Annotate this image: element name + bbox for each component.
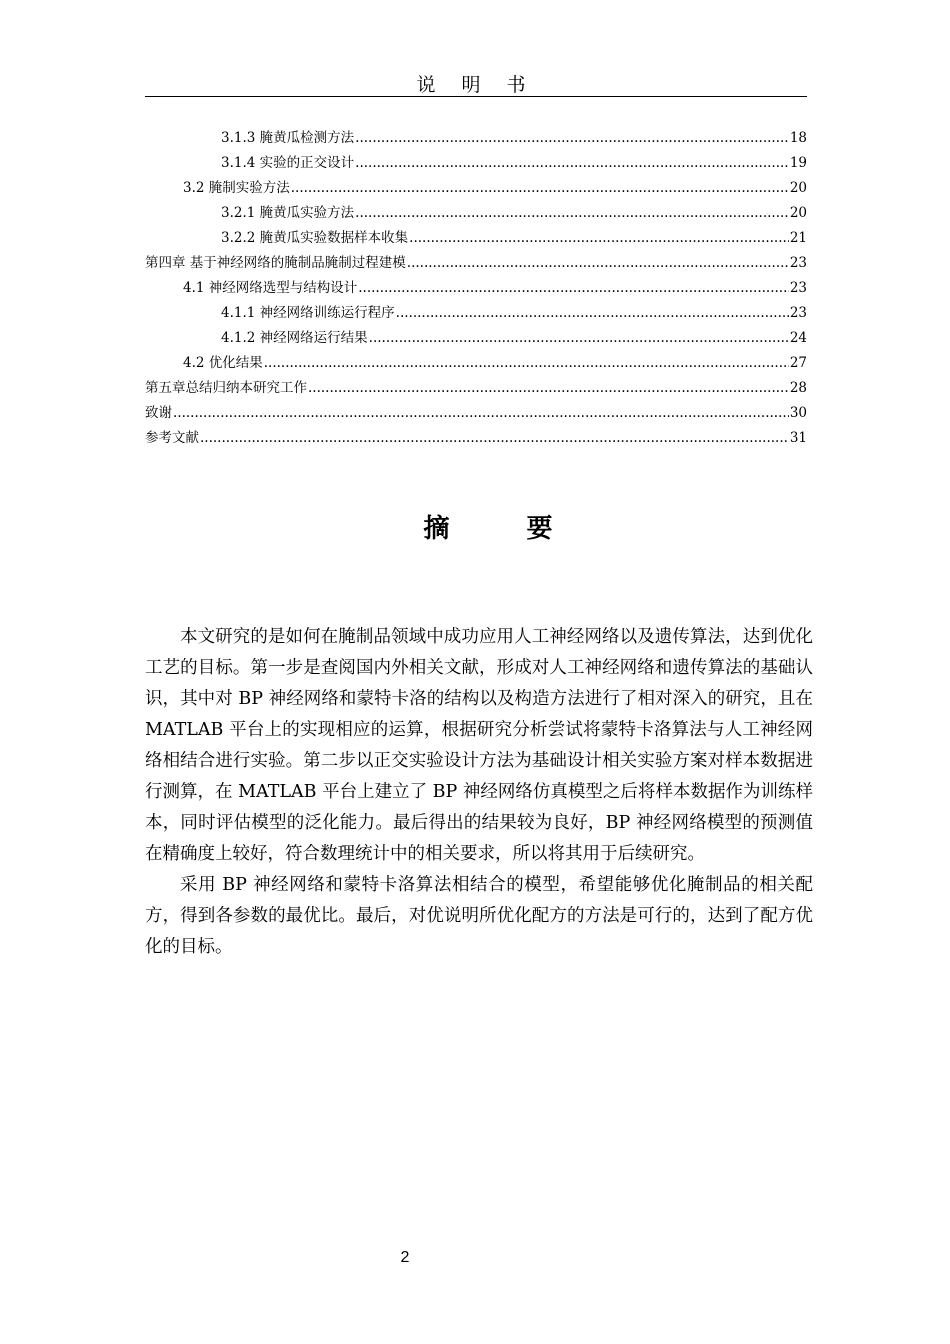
toc-entry-page: 30 <box>789 405 807 421</box>
toc-entry-label: 参考文献 <box>145 430 199 446</box>
toc-entry[interactable] <box>145 351 807 376</box>
toc-entry[interactable] <box>145 226 807 251</box>
toc-entry-page: 23 <box>789 280 807 296</box>
abstract-body <box>145 622 813 963</box>
abstract-paragraph: 本文研究的是如何在腌制品领域中成功应用人工神经网络以及遗传算法，达到优化工艺的目标。第一步是查阅国内外相关文献，形成对人工神经网络和遗传算法的基础认识，其中对 BP 神经网络和蒙特卡洛的结构以及构造方法进行了相对深入的研究，且在 MATLAB 平台上的实现相应的运算，根据研究分析尝试将蒙特卡洛算法与人工神经网络相结合进行实验。第二步以正交实验设计方法为基础设计相关实验方案对样本数据进行测算，在 MATLAB 平台上建立了 BP 神经网络仿真模型之后将样本数据作为训练样本，同时评估模型的泛化能力。最后得出的结果较为良好，BP 神经网络模型的预测值在精确度上较好，符合数理统计中的相关要求，所以将其用于后续研究。 <box>145 627 813 864</box>
toc-entry[interactable] <box>145 326 807 351</box>
toc-entry-label: 3.2 腌制实验方法 <box>183 180 290 196</box>
page-number: 2 <box>400 1249 410 1266</box>
toc-entry-page: 23 <box>789 305 807 321</box>
toc-entry[interactable] <box>145 151 807 176</box>
header-divider <box>145 96 807 97</box>
toc-leader-dots <box>264 351 789 376</box>
toc-entry-page: 28 <box>789 380 807 396</box>
toc-entry-page: 20 <box>789 180 807 196</box>
toc-entry-label: 4.1.1 神经网络训练运行程序 <box>221 305 395 321</box>
toc-entry-page: 20 <box>789 205 807 221</box>
toc-entry-page: 31 <box>789 430 807 446</box>
abstract-paragraph: 采用 BP 神经网络和蒙特卡洛算法相结合的模型，希望能够优化腌制品的相关配方，得到各参数的最优比。最后，对优说明所优化配方的方法是可行的，达到了配方优化的目标。 <box>145 875 813 957</box>
toc-leader-dots <box>200 426 789 451</box>
toc-entry-label: 3.1.4 实验的正交设计 <box>221 155 355 171</box>
toc-leader-dots <box>355 151 789 176</box>
toc-entry-page: 23 <box>789 255 807 271</box>
toc-entry-label: 4.1.2 神经网络运行结果 <box>221 330 368 346</box>
toc-leader-dots <box>407 251 789 276</box>
toc-entry[interactable] <box>145 126 807 151</box>
toc-leader-dots <box>308 376 789 401</box>
toc-entry-label: 4.1 神经网络选型与结构设计 <box>183 280 358 296</box>
toc-entry-label: 4.2 优化结果 <box>183 355 263 371</box>
toc-entry[interactable] <box>145 376 807 401</box>
page-header-title: 说 明 书 <box>416 74 536 96</box>
toc-entry[interactable] <box>145 276 807 301</box>
toc-entry[interactable] <box>145 426 807 451</box>
toc-entry-label: 3.1.3 腌黄瓜检测方法 <box>221 130 355 146</box>
toc-entry[interactable] <box>145 251 807 276</box>
toc-leader-dots <box>355 126 789 151</box>
toc-entry-page: 24 <box>789 330 807 346</box>
toc-entry-label: 致谢 <box>145 405 172 421</box>
toc-entry-page: 19 <box>789 155 807 171</box>
toc-entry-label: 3.2.2 腌黄瓜实验数据样本收集 <box>221 230 409 246</box>
toc-leader-dots <box>369 326 789 351</box>
toc-entry[interactable] <box>145 201 807 226</box>
table-of-contents <box>145 126 807 451</box>
toc-leader-dots <box>409 226 789 251</box>
toc-leader-dots <box>173 401 789 426</box>
toc-entry[interactable] <box>145 401 807 426</box>
toc-entry[interactable] <box>145 176 807 201</box>
toc-entry-page: 27 <box>789 355 807 371</box>
toc-entry-label: 3.2.1 腌黄瓜实验方法 <box>221 205 355 221</box>
toc-leader-dots <box>396 301 789 326</box>
toc-entry[interactable] <box>145 301 807 326</box>
toc-entry-label: 第五章总结归纳本研究工作 <box>145 380 307 396</box>
toc-entry-page: 21 <box>789 230 807 246</box>
toc-entry-page: 18 <box>789 130 807 146</box>
abstract-title: 摘 要 <box>423 514 587 544</box>
toc-leader-dots <box>358 276 789 301</box>
toc-leader-dots <box>291 176 789 201</box>
toc-leader-dots <box>355 201 789 226</box>
toc-entry-label: 第四章 基于神经网络的腌制品腌制过程建模 <box>145 255 406 271</box>
